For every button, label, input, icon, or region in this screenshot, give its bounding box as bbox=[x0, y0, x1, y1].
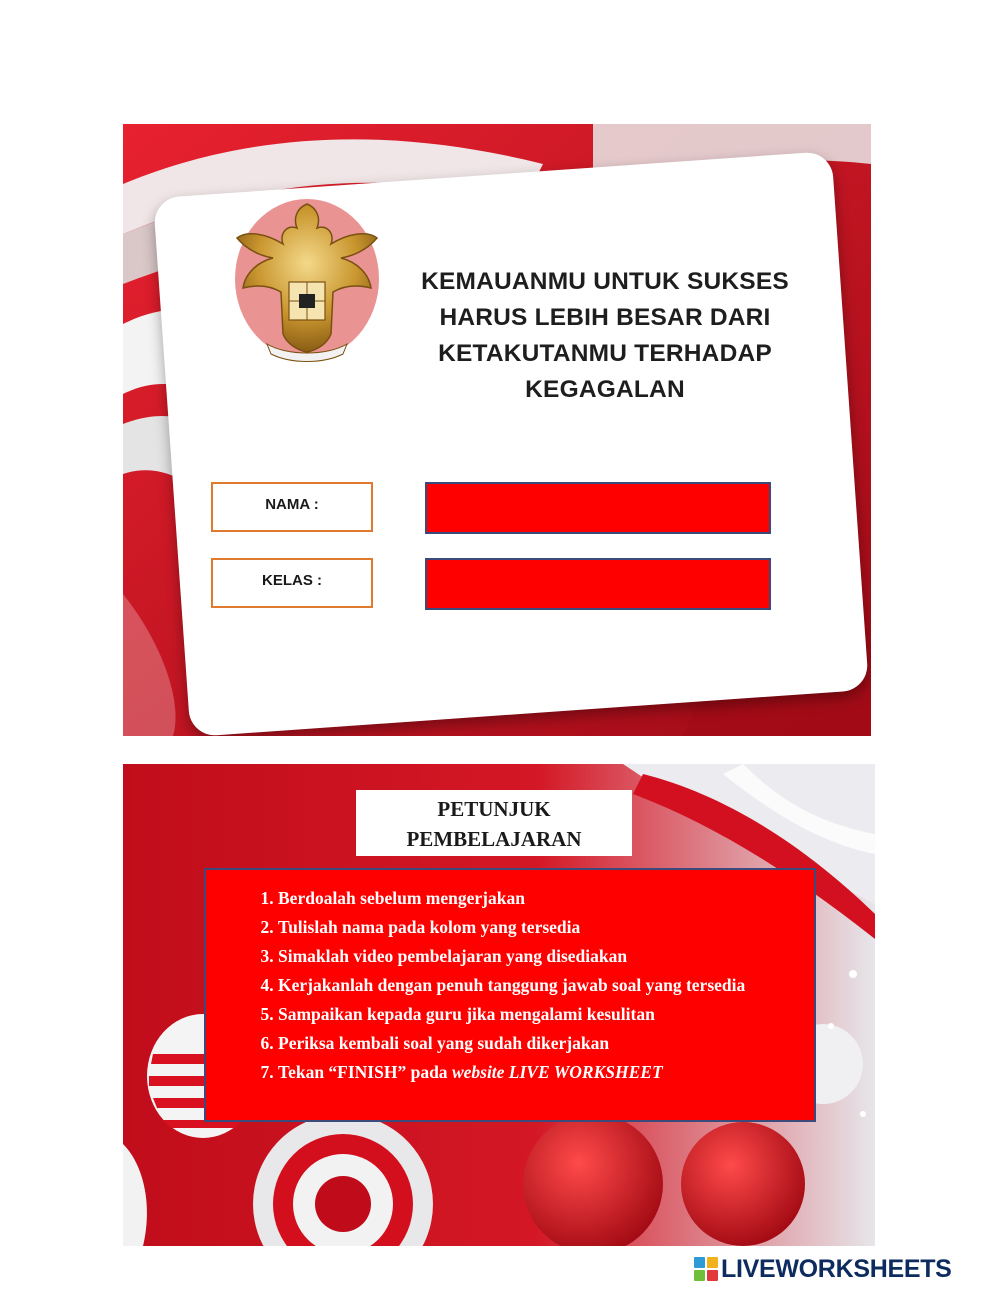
brand-name: LIVEWORKSHEETS bbox=[721, 1254, 952, 1283]
liveworksheets-footer bbox=[694, 1255, 952, 1283]
kelas-label: KELAS : bbox=[211, 558, 373, 608]
instruction-item: 6. Periksa kembali soal yang sudah dikerjakan bbox=[278, 1029, 814, 1058]
instruction-item bbox=[278, 1058, 814, 1087]
instruction-item: 4. Kerjakanlah dengan penuh tanggung jawab soal yang tersedia bbox=[278, 971, 814, 1000]
title-line-2: PEMBELAJARAN bbox=[406, 827, 582, 851]
garuda-emblem-icon bbox=[227, 194, 387, 364]
kelas-input[interactable] bbox=[425, 558, 771, 610]
instruction-item: 3. Simaklah video pembelajaran yang disediakan bbox=[278, 942, 814, 971]
quote-line-2: HARUS LEBIH BESAR DARI bbox=[439, 304, 771, 331]
instructions-title bbox=[356, 790, 632, 856]
instructions-list-box bbox=[204, 868, 816, 1122]
motivation-quote bbox=[395, 264, 815, 408]
nama-input[interactable] bbox=[425, 482, 771, 534]
instruction-7-prefix: Tekan “FINISH” pada bbox=[278, 1062, 452, 1082]
instructions-list bbox=[246, 884, 814, 1087]
instruction-7-italic: website LIVE WORKSHEET bbox=[451, 1062, 663, 1082]
instruction-item: 1. Berdoalah sebelum mengerjakan bbox=[278, 884, 814, 913]
instruction-item: 2. Tulislah nama pada kolom yang tersedia bbox=[278, 913, 814, 942]
quote-line-3: KETAKUTANMU TERHADAP bbox=[438, 340, 772, 367]
nama-label: NAMA : bbox=[211, 482, 373, 532]
quote-line-1: KEMAUANMU UNTUK SUKSES bbox=[421, 268, 789, 295]
instructions-slide bbox=[123, 764, 875, 1246]
quote-line-4: KEGAGALAN bbox=[525, 376, 685, 403]
cover-slide bbox=[123, 124, 871, 736]
liveworksheets-logo-icon bbox=[694, 1257, 718, 1281]
instruction-item: 5. Sampaikan kepada guru jika mengalami kesulitan bbox=[278, 1000, 814, 1029]
title-line-1: PETUNJUK bbox=[437, 797, 551, 821]
